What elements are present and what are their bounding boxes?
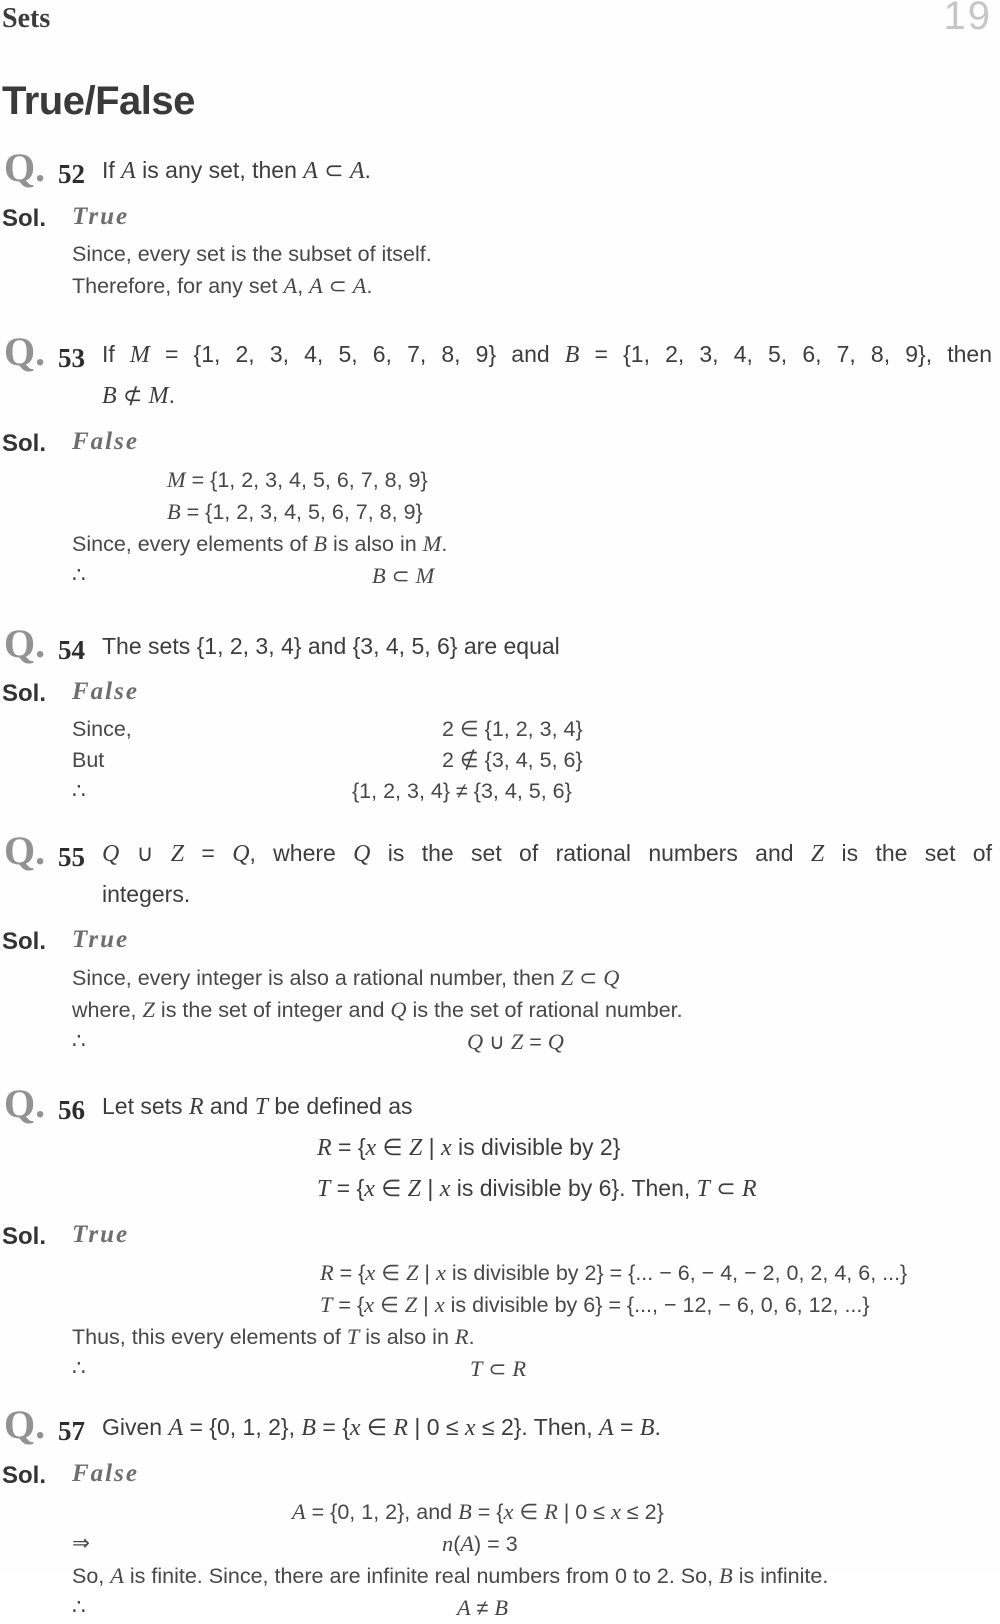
- conclusion-row: [72, 776, 996, 807]
- page-header: [2, 0, 996, 38]
- question-number: 57: [58, 1416, 85, 1446]
- therefore-symbol: ∴: [72, 1356, 86, 1380]
- question-number: 55: [58, 842, 85, 872]
- question-block-57: [2, 1402, 996, 1624]
- question-marker: Q.: [4, 828, 46, 873]
- question-marker: Q.: [4, 1402, 46, 1447]
- solution-label-row: [2, 1460, 996, 1494]
- labeled-equation-row: [72, 745, 996, 776]
- question-number: 53: [58, 343, 85, 373]
- solution-label: Sol.: [2, 1223, 47, 1250]
- therefore-symbol: ∴: [72, 779, 86, 803]
- question-marker: Q.: [4, 329, 46, 374]
- section-title: True/False: [2, 79, 195, 123]
- labeled-equation-row: [72, 1528, 996, 1560]
- question-marker: Q.: [4, 145, 46, 190]
- question-number: 56: [58, 1095, 85, 1125]
- question-head: [2, 1402, 996, 1448]
- solution-line: where, Z is the set of integer and Q is the set of rational number.: [72, 997, 683, 1022]
- verdict-text: False: [72, 428, 139, 455]
- question-text: Given A = {0, 1, 2}, B = {x ∈ R | 0 ≤ x ≤ 2}. Then, A = B.: [102, 1414, 661, 1441]
- verdict-text: False: [72, 1460, 139, 1487]
- question-number: 52: [58, 159, 85, 189]
- question-text: If A is any set, then A ⊂ A.: [102, 157, 371, 184]
- therefore-symbol: ∴: [72, 563, 86, 587]
- solution-body: [2, 239, 996, 302]
- solution-label: Sol.: [2, 430, 47, 457]
- solution-label-row: [2, 678, 996, 712]
- solution-label-row: [2, 203, 996, 237]
- page-number: 19: [943, 0, 992, 38]
- solution-line: Since, every integer is also a rational number, then Z ⊂ Q: [72, 965, 620, 990]
- row-label: But: [72, 748, 105, 772]
- conclusion-row: [72, 560, 996, 592]
- question-block-55: [2, 828, 996, 1058]
- verdict-text: True: [72, 926, 130, 953]
- solution-label: Sol.: [2, 1462, 47, 1489]
- equation-line: T = {x ∈ Z | x is divisible by 6} = {..., − 12, − 6, 0, 6, 12, ...}: [320, 1292, 870, 1317]
- chapter-title: Sets: [2, 3, 51, 34]
- question-marker: Q.: [4, 1081, 46, 1126]
- equation: n(A) = 3: [442, 1531, 518, 1556]
- solution-label: Sol.: [2, 680, 47, 707]
- conclusion-equation: A ≠ B: [457, 1595, 509, 1620]
- conclusion-row: [72, 1592, 996, 1624]
- verdict-text: False: [72, 678, 139, 705]
- equation-line: A = {0, 1, 2}, and B = {x ∈ R | 0 ≤ x ≤ 2}: [292, 1499, 664, 1524]
- therefore-symbol: ∴: [72, 1595, 86, 1619]
- equation-line: B = {1, 2, 3, 4, 5, 6, 7, 8, 9}: [167, 499, 423, 524]
- question-head: [2, 329, 996, 416]
- question-head: [2, 145, 996, 191]
- conclusion-row: [72, 1026, 996, 1058]
- verdict-text: True: [72, 1221, 130, 1248]
- solution-body: [2, 1257, 996, 1385]
- conclusion-equation: {1, 2, 3, 4} ≠ {3, 4, 5, 6}: [352, 779, 572, 803]
- solution-line: So, A is finite. Since, there are infinite real numbers from 0 to 2. So, B is infinite.: [72, 1563, 829, 1588]
- labeled-equation-row: [72, 714, 996, 745]
- question-equation: R = {x ∈ Z | x is divisible by 2}: [317, 1134, 621, 1161]
- row-label: Since,: [72, 717, 132, 741]
- solution-body: [2, 1496, 996, 1624]
- conclusion-row: [72, 1353, 996, 1385]
- question-text-continued: B ⊄ M.: [102, 382, 175, 409]
- solution-label-row: [2, 1221, 996, 1255]
- solution-line: Therefore, for any set A, A ⊂ A.: [72, 273, 373, 298]
- solution-label: Sol.: [2, 205, 47, 232]
- question-block-52: [2, 145, 996, 302]
- solution-body: [2, 962, 996, 1058]
- therefore-symbol: ∴: [72, 1029, 86, 1053]
- question-number: 54: [58, 635, 85, 665]
- question-block-53: [2, 329, 996, 592]
- conclusion-equation: T ⊂ R: [470, 1356, 527, 1381]
- question-block-56: [2, 1081, 996, 1385]
- conclusion-equation: B ⊂ M: [372, 563, 435, 588]
- question-block-54: [2, 621, 996, 807]
- question-marker: Q.: [4, 621, 46, 666]
- solution-line: Since, every elements of B is also in M.: [72, 531, 448, 556]
- solution-body: [2, 464, 996, 592]
- solution-label: Sol.: [2, 928, 47, 955]
- question-text: Q ∪ Z = Q, where Q is the set of rational numbers and Z is the set of: [102, 840, 992, 867]
- implies-symbol: ⇒: [72, 1531, 91, 1555]
- solution-line: Thus, this every elements of T is also in R.: [72, 1324, 475, 1349]
- solution-line: Since, every set is the subset of itself.: [72, 242, 432, 266]
- equation: 2 ∈ {1, 2, 3, 4}: [442, 717, 583, 741]
- question-head: [2, 828, 996, 914]
- solution-label-row: [2, 428, 996, 462]
- question-text: Let sets R and T be defined as: [102, 1093, 413, 1120]
- equation-line: M = {1, 2, 3, 4, 5, 6, 7, 8, 9}: [167, 467, 428, 492]
- conclusion-equation: Q ∪ Z = Q: [467, 1029, 564, 1054]
- question-text: If M = {1, 2, 3, 4, 5, 6, 7, 8, 9} and B = {1, 2, 3, 4, 5, 6, 7, 8, 9}, then: [102, 341, 992, 368]
- solution-label-row: [2, 926, 996, 960]
- equation: 2 ∉ {3, 4, 5, 6}: [442, 748, 583, 772]
- question-text: The sets {1, 2, 3, 4} and {3, 4, 5, 6} are equal: [102, 633, 560, 659]
- question-head: [2, 621, 996, 666]
- equation-line: R = {x ∈ Z | x is divisible by 2} = {... − 6, − 4, − 2, 0, 2, 4, 6, ...}: [320, 1260, 908, 1285]
- question-text-continued: integers.: [102, 881, 191, 907]
- question-equation: T = {x ∈ Z | x is divisible by 6}. Then, T ⊂ R: [317, 1175, 757, 1202]
- verdict-text: True: [72, 203, 130, 230]
- solution-body: [2, 714, 996, 807]
- question-head: [2, 1081, 996, 1209]
